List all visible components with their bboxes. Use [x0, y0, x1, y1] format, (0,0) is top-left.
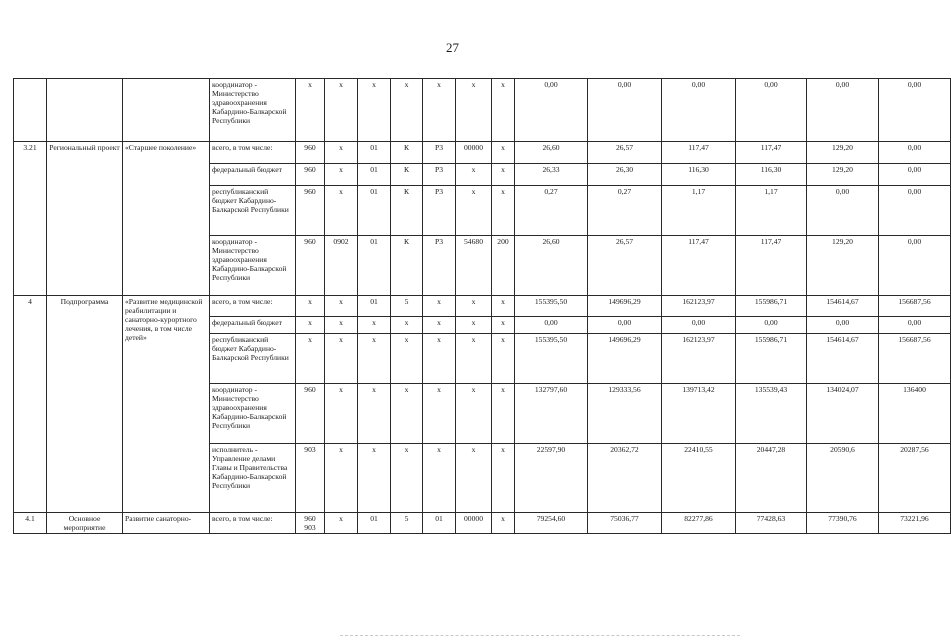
- name-cell: «Развитие медицинской реабилитации и санаторно-курортного лечения, в том числе детей»: [123, 296, 210, 513]
- responsible-cell: федеральный бюджет: [210, 164, 296, 186]
- om-cell: 01: [423, 513, 456, 534]
- vr-cell: х: [492, 164, 515, 186]
- rzpr-cell: х: [325, 334, 358, 384]
- status-cell: Региональный проект: [47, 142, 123, 296]
- pgp-cell: К: [391, 186, 423, 236]
- value-cell: 26,60: [515, 236, 588, 296]
- value-cell: 73221,96: [879, 513, 951, 534]
- name-cell: Развитие санаторно-: [123, 513, 210, 534]
- vr-cell: х: [492, 444, 515, 513]
- grbs-cell: 960 903: [296, 513, 325, 534]
- value-cell: 0,00: [879, 236, 951, 296]
- rzpr-cell: х: [325, 384, 358, 444]
- value-cell: 79254,60: [515, 513, 588, 534]
- gp-cell: 01: [358, 142, 391, 164]
- value-cell: 156687,56: [879, 296, 951, 317]
- value-cell: 0,00: [588, 79, 662, 142]
- value-cell: 117,47: [736, 142, 807, 164]
- gp-cell: х: [358, 334, 391, 384]
- value-cell: 26,33: [515, 164, 588, 186]
- vr-cell: х: [492, 384, 515, 444]
- name-cell: [123, 79, 210, 142]
- responsible-cell: республиканский бюджет Кабардино-Балкарской Республики: [210, 334, 296, 384]
- value-cell: 155395,50: [515, 334, 588, 384]
- value-cell: 77390,76: [807, 513, 879, 534]
- pgp-cell: х: [391, 79, 423, 142]
- value-cell: 20590,6: [807, 444, 879, 513]
- gp-cell: 01: [358, 164, 391, 186]
- vr-cell: х: [492, 186, 515, 236]
- gp-cell: х: [358, 317, 391, 334]
- value-cell: 0,00: [879, 317, 951, 334]
- budget-table: [13, 78, 951, 534]
- responsible-cell: всего, в том числе:: [210, 142, 296, 164]
- grbs-cell: х: [296, 79, 325, 142]
- value-cell: 1,17: [662, 186, 736, 236]
- value-cell: 26,57: [588, 236, 662, 296]
- row-number: 4: [14, 296, 47, 513]
- grbs-cell: 960: [296, 164, 325, 186]
- value-cell: 0,00: [807, 79, 879, 142]
- responsible-cell: всего, в том числе:: [210, 296, 296, 317]
- rzpr-cell: 0902: [325, 236, 358, 296]
- value-cell: 162123,97: [662, 296, 736, 317]
- rzpr-cell: х: [325, 186, 358, 236]
- rzpr-cell: х: [325, 513, 358, 534]
- grbs-cell: х: [296, 317, 325, 334]
- responsible-cell: координатор - Министерство здравоохранения Кабардино-Балкарской Республики: [210, 384, 296, 444]
- value-cell: 1,17: [736, 186, 807, 236]
- value-cell: 0,00: [662, 317, 736, 334]
- status-cell: Подпрограмма: [47, 296, 123, 513]
- gp-cell: 01: [358, 296, 391, 317]
- vr-cell: х: [492, 296, 515, 317]
- value-cell: 0,27: [515, 186, 588, 236]
- np-cell: х: [456, 444, 492, 513]
- value-cell: 77428,63: [736, 513, 807, 534]
- om-cell: х: [423, 384, 456, 444]
- value-cell: 26,30: [588, 164, 662, 186]
- value-cell: 116,30: [662, 164, 736, 186]
- value-cell: 0,00: [807, 186, 879, 236]
- pgp-cell: К: [391, 142, 423, 164]
- table-row: [14, 79, 951, 142]
- value-cell: 149696,29: [588, 334, 662, 384]
- gp-cell: 01: [358, 513, 391, 534]
- value-cell: 22597,90: [515, 444, 588, 513]
- pgp-cell: К: [391, 236, 423, 296]
- responsible-cell: исполнитель - Управление делами Главы и Правительства Кабардино-Балкарской Республики: [210, 444, 296, 513]
- value-cell: 0,00: [736, 317, 807, 334]
- pgp-cell: х: [391, 384, 423, 444]
- gp-cell: х: [358, 384, 391, 444]
- grbs-cell: 903: [296, 444, 325, 513]
- vr-cell: 200: [492, 236, 515, 296]
- value-cell: 26,60: [515, 142, 588, 164]
- value-cell: 0,00: [662, 79, 736, 142]
- status-cell: [47, 79, 123, 142]
- responsible-cell: координатор - Министерство здравоохранения Кабардино-Балкарской Республики: [210, 79, 296, 142]
- value-cell: 129,20: [807, 164, 879, 186]
- rzpr-cell: х: [325, 296, 358, 317]
- responsible-cell: республиканский бюджет Кабардино-Балкарской Республики: [210, 186, 296, 236]
- value-cell: 20287,56: [879, 444, 951, 513]
- value-cell: 0,00: [879, 164, 951, 186]
- pgp-cell: К: [391, 164, 423, 186]
- value-cell: 139713,42: [662, 384, 736, 444]
- table-row: [14, 513, 951, 534]
- status-cell: Основное мероприятие: [47, 513, 123, 534]
- np-cell: 54680: [456, 236, 492, 296]
- grbs-cell: 960: [296, 236, 325, 296]
- value-cell: 156687,56: [879, 334, 951, 384]
- vr-cell: х: [492, 79, 515, 142]
- om-cell: х: [423, 334, 456, 384]
- np-cell: х: [456, 296, 492, 317]
- pgp-cell: 5: [391, 296, 423, 317]
- om-cell: х: [423, 79, 456, 142]
- vr-cell: х: [492, 317, 515, 334]
- value-cell: 129333,56: [588, 384, 662, 444]
- value-cell: 155395,50: [515, 296, 588, 317]
- value-cell: 117,47: [662, 236, 736, 296]
- value-cell: 132797,60: [515, 384, 588, 444]
- gp-cell: 01: [358, 236, 391, 296]
- value-cell: 22410,55: [662, 444, 736, 513]
- np-cell: 00000: [456, 513, 492, 534]
- pgp-cell: х: [391, 334, 423, 384]
- pgp-cell: х: [391, 317, 423, 334]
- value-cell: 20362,72: [588, 444, 662, 513]
- pgp-cell: х: [391, 444, 423, 513]
- value-cell: 117,47: [736, 236, 807, 296]
- value-cell: 149696,29: [588, 296, 662, 317]
- value-cell: 134024,07: [807, 384, 879, 444]
- grbs-cell: 960: [296, 142, 325, 164]
- rzpr-cell: х: [325, 142, 358, 164]
- value-cell: 162123,97: [662, 334, 736, 384]
- page-number: 27: [446, 40, 459, 55]
- np-cell: х: [456, 384, 492, 444]
- row-number: 4.1: [14, 513, 47, 534]
- value-cell: 0,00: [736, 79, 807, 142]
- value-cell: 0,00: [879, 142, 951, 164]
- vr-cell: х: [492, 142, 515, 164]
- np-cell: х: [456, 79, 492, 142]
- value-cell: 136400: [879, 384, 951, 444]
- value-cell: 154614,67: [807, 334, 879, 384]
- gp-cell: х: [358, 79, 391, 142]
- vr-cell: х: [492, 513, 515, 534]
- om-cell: х: [423, 444, 456, 513]
- om-cell: х: [423, 296, 456, 317]
- value-cell: 154614,67: [807, 296, 879, 317]
- responsible-cell: федеральный бюджет: [210, 317, 296, 334]
- np-cell: х: [456, 164, 492, 186]
- gp-cell: х: [358, 444, 391, 513]
- om-cell: Р3: [423, 142, 456, 164]
- grbs-cell: 960: [296, 384, 325, 444]
- row-number: [14, 79, 47, 142]
- vr-cell: х: [492, 334, 515, 384]
- np-cell: х: [456, 317, 492, 334]
- np-cell: х: [456, 334, 492, 384]
- value-cell: 116,30: [736, 164, 807, 186]
- value-cell: 20447,28: [736, 444, 807, 513]
- scan-artifact: [340, 635, 740, 637]
- name-cell: «Старшее поколение»: [123, 142, 210, 296]
- value-cell: 117,47: [662, 142, 736, 164]
- rzpr-cell: х: [325, 79, 358, 142]
- grbs-cell: 960: [296, 186, 325, 236]
- rzpr-cell: х: [325, 444, 358, 513]
- value-cell: 0,27: [588, 186, 662, 236]
- value-cell: 82277,86: [662, 513, 736, 534]
- responsible-cell: координатор - Министерство здравоохранения Кабардино-Балкарской Республики: [210, 236, 296, 296]
- value-cell: 155986,71: [736, 296, 807, 317]
- value-cell: 0,00: [807, 317, 879, 334]
- om-cell: Р3: [423, 236, 456, 296]
- row-number: 3.21: [14, 142, 47, 296]
- grbs-cell: х: [296, 296, 325, 317]
- om-cell: х: [423, 317, 456, 334]
- value-cell: 135539,43: [736, 384, 807, 444]
- np-cell: х: [456, 186, 492, 236]
- value-cell: 0,00: [588, 317, 662, 334]
- value-cell: 155986,71: [736, 334, 807, 384]
- table-row: [14, 296, 951, 317]
- pgp-cell: 5: [391, 513, 423, 534]
- value-cell: 0,00: [879, 79, 951, 142]
- om-cell: Р3: [423, 164, 456, 186]
- responsible-cell: всего, в том числе:: [210, 513, 296, 534]
- rzpr-cell: х: [325, 164, 358, 186]
- grbs-cell: х: [296, 334, 325, 384]
- value-cell: 129,20: [807, 236, 879, 296]
- gp-cell: 01: [358, 186, 391, 236]
- value-cell: 75036,77: [588, 513, 662, 534]
- value-cell: 0,00: [515, 317, 588, 334]
- value-cell: 0,00: [515, 79, 588, 142]
- rzpr-cell: х: [325, 317, 358, 334]
- np-cell: 00000: [456, 142, 492, 164]
- value-cell: 129,20: [807, 142, 879, 164]
- om-cell: Р3: [423, 186, 456, 236]
- table-row: [14, 142, 951, 164]
- value-cell: 26,57: [588, 142, 662, 164]
- value-cell: 0,00: [879, 186, 951, 236]
